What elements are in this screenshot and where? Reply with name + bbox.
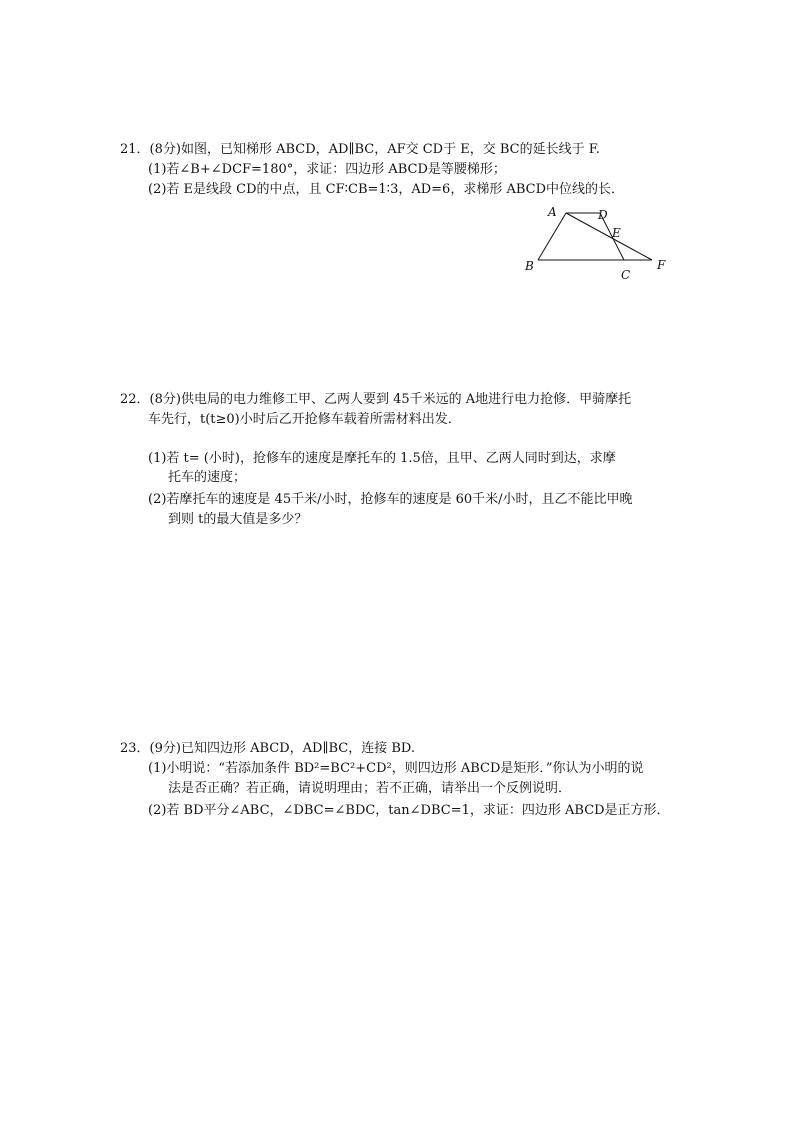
q22-part2-cont: 到则 t的最大值是多少？ — [168, 512, 308, 527]
segment-AB — [538, 213, 566, 260]
label-A: A — [548, 205, 557, 219]
q22-part1-cont: 托车的速度； — [168, 470, 247, 485]
q23-part1-cont: 法是否正确？若正确，请说明理由；若不正确，请举出一个反例说明． — [168, 781, 572, 796]
label-D: D — [598, 208, 608, 222]
q21-part1: (1)若∠B+∠DCF=180°，求证：四边形 ABCD是等腰梯形； — [148, 162, 506, 177]
q23-heading: 23．(9分)已知四边形 ABCD，AD∥BC，连接 BD. — [120, 741, 415, 756]
segment-AF — [566, 213, 652, 260]
label-C: C — [621, 268, 631, 282]
q22-part2: (2)若摩托车的速度是 45千米/小时，抢修车的速度是 60千米/小时，且乙不能比甲晚 — [148, 492, 633, 507]
label-F: F — [657, 258, 666, 272]
q21-part2: (2)若 E是线段 CD的中点，且 CF∶CB=1∶3，AD=6，求梯形 ABCD中位线的长． — [148, 182, 624, 197]
q23-part1: (1)小明说：“若添加条件 BD²=BC²+CD²，则四边形 ABCD是矩形．”你认为小明的说 — [148, 761, 644, 776]
label-B: B — [525, 259, 534, 273]
q21-heading: 21．(8分)如图，已知梯形 ABCD，AD∥BC，AF交 CD于 E，交 BC的延长线于 F. — [120, 142, 600, 157]
q22-heading-cont: 车先行，t(t≥0)小时后乙开抢修车载着所需材料出发． — [148, 412, 461, 427]
q22-heading: 22．(8分)供电局的电力维修工甲、乙两人要到 45千米远的 A地进行电力抢修．甲骑摩托 — [120, 392, 632, 407]
q22-part1: (1)若 t= (小时)，抢修车的速度是摩托车的 1.5倍，且甲、乙两人同时到达，求摩 — [148, 451, 616, 466]
label-E: E — [612, 226, 621, 240]
q23-part2: (2)若 BD平分∠ABC，∠DBC=∠BDC，tan∠DBC=1，求证：四边形 ABCD是正方形． — [148, 803, 670, 818]
trapezoid-figure — [512, 204, 672, 284]
